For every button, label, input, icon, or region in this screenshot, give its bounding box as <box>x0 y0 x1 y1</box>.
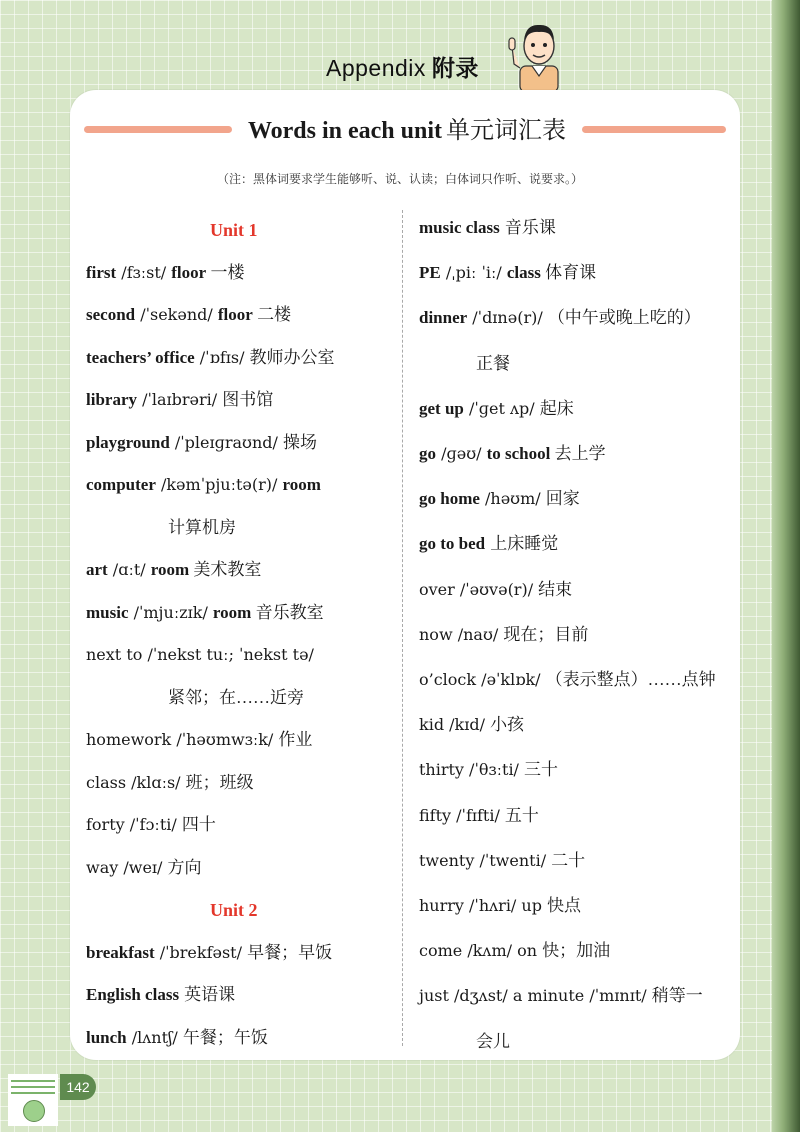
word-bold: room <box>282 475 321 494</box>
word-meaning: 操场 <box>282 432 317 452</box>
word-bold: library <box>86 390 137 409</box>
word-entry <box>86 643 314 667</box>
word-meaning: 稍等一 <box>651 986 703 1006</box>
word-bold: floor <box>217 305 253 324</box>
word-entry <box>419 261 596 285</box>
word-meaning: （中午或晚上吃的） <box>547 308 701 328</box>
page-number: 142 <box>60 1074 96 1100</box>
word-phonetic: over /ˈəʊvə(r)/ <box>419 579 539 599</box>
word-meaning: 早餐；早饭 <box>247 942 333 962</box>
word-entry-continuation <box>168 686 304 710</box>
section-title-cn: 单元词汇表 <box>446 118 567 144</box>
unit-heading: Unit 2 <box>210 900 258 920</box>
word-phonetic: /ɑːt/ <box>107 560 151 579</box>
word-entry-continuation <box>476 1030 510 1054</box>
appendix-header-en: Appendix <box>326 55 426 81</box>
word-bold: teachers’ office <box>86 347 195 367</box>
appendix-header <box>326 50 479 83</box>
word-entry <box>419 216 556 240</box>
word-bold: computer <box>86 475 156 494</box>
word-entry <box>419 713 524 737</box>
word-bold: class <box>506 263 541 283</box>
word-meaning: （表示整点）……点钟 <box>545 670 716 689</box>
word-meaning: 一楼 <box>206 262 245 282</box>
word-bold: go to bed <box>419 534 486 554</box>
word-bold: dinner <box>419 308 468 328</box>
word-meaning: 回家 <box>545 489 580 509</box>
word-bold: to school <box>486 444 551 463</box>
word-meaning: 四十 <box>181 815 216 834</box>
usage-note: （注：黑体词要求学生能够听、说、认读；白体词只作听、说要求。） <box>216 172 583 186</box>
word-phonetic: just /dʒʌst/ a minute /ˈmɪnɪt/ <box>419 986 652 1006</box>
word-entry <box>419 578 572 602</box>
word-bold: go home <box>419 489 480 509</box>
word-meaning: 美术教室 <box>189 560 262 579</box>
word-phonetic: /həʊm/ <box>479 489 546 509</box>
word-entry <box>419 623 588 647</box>
word-bold: first <box>86 262 117 282</box>
word-entry <box>86 1026 268 1050</box>
word-entry-continuation <box>476 352 510 376</box>
word-meaning: 音乐教室 <box>251 602 324 622</box>
word-meaning: 计算机房 <box>168 517 236 537</box>
word-entry <box>419 668 716 692</box>
word-phonetic: /ˈlaɪbrəri/ <box>137 390 223 409</box>
publisher-logo <box>8 1074 58 1126</box>
word-bold: go <box>419 444 436 463</box>
word-entry <box>86 771 254 795</box>
word-bold: breakfast <box>86 942 155 962</box>
section-title-row <box>84 108 726 148</box>
word-phonetic: forty /ˈfɔːti/ <box>86 815 182 834</box>
word-entry <box>419 758 558 782</box>
word-meaning: 图书馆 <box>222 390 274 409</box>
word-meaning: 二楼 <box>252 305 292 324</box>
word-phonetic: fifty /ˈfɪfti/ <box>419 805 505 825</box>
word-meaning: 二十 <box>551 850 586 870</box>
word-meaning: 午餐；午饭 <box>182 1027 268 1047</box>
word-meaning: 紧邻；在……近旁 <box>168 687 304 707</box>
word-meaning: 去上学 <box>550 444 606 463</box>
word-entry <box>419 442 606 466</box>
word-meaning: 起床 <box>539 398 574 418</box>
word-phonetic: /ˈpleɪɡraʊnd/ <box>169 432 283 452</box>
word-phonetic: /ˈɡet ʌp/ <box>463 398 540 418</box>
word-phonetic: now /naʊ/ <box>419 624 504 644</box>
word-phonetic: /ɡəʊ/ <box>436 444 487 463</box>
word-entry <box>86 813 216 837</box>
word-entry <box>419 487 580 511</box>
boy-mascot-icon <box>506 18 572 92</box>
word-entry <box>419 306 701 330</box>
word-meaning: 快点 <box>547 896 582 915</box>
word-phonetic: thirty /ˈθɜːti/ <box>419 760 525 780</box>
word-bold: get up <box>419 398 464 418</box>
word-meaning: 快；加油 <box>542 941 611 961</box>
word-meaning: 作业 <box>278 730 313 749</box>
word-phonetic: /ˌpiː ˈiː/ <box>440 263 507 283</box>
word-phonetic: come /kʌm/ on <box>419 941 543 961</box>
word-entry <box>419 894 581 918</box>
word-entry <box>86 473 321 497</box>
word-entry <box>419 849 585 873</box>
word-bold: PE <box>419 263 441 283</box>
word-meaning: 上床睡觉 <box>490 534 559 554</box>
word-phonetic: way /weɪ/ <box>86 857 168 877</box>
word-phonetic: /fɜːst/ <box>116 262 172 282</box>
word-bold: room <box>150 560 190 579</box>
word-entry <box>419 939 610 963</box>
word-phonetic: homework /ˈhəʊmwɜːk/ <box>86 730 279 749</box>
word-entry <box>86 856 202 880</box>
word-phonetic: /ˈɒfɪs/ <box>194 347 250 367</box>
word-phonetic: /ˈbrekfəst/ <box>154 942 248 962</box>
word-meaning: 小孩 <box>490 715 525 735</box>
word-meaning: 英语课 <box>184 985 236 1004</box>
section-title <box>240 110 574 145</box>
word-meaning: 方向 <box>167 857 202 877</box>
word-phonetic: /lʌntʃ/ <box>126 1027 183 1047</box>
word-entry <box>86 728 312 752</box>
word-phonetic: hurry /ˈhʌri/ up <box>419 896 548 915</box>
word-entry <box>86 601 324 625</box>
word-entry <box>86 388 273 412</box>
word-phonetic: /kəmˈpjuːtə(r)/ <box>155 475 283 494</box>
unit-heading: Unit 1 <box>210 220 258 240</box>
word-meaning: 三十 <box>524 760 559 780</box>
word-phonetic: kid /kɪd/ <box>419 715 491 735</box>
word-phonetic: o’clock /əˈklɒk/ <box>419 670 546 689</box>
word-phonetic: next to /ˈnekst tuː; ˈnekst tə/ <box>86 645 314 664</box>
word-phonetic: /ˈmjuːzɪk/ <box>128 602 213 622</box>
word-meaning: 班；班级 <box>185 772 254 792</box>
word-bold: second <box>86 305 136 324</box>
word-phonetic: twenty /ˈtwenti/ <box>419 850 552 870</box>
word-meaning: 会儿 <box>476 1031 510 1051</box>
title-bar-right <box>582 126 726 133</box>
word-bold: playground <box>86 432 170 452</box>
word-bold: lunch <box>86 1027 127 1047</box>
word-meaning: 教师办公室 <box>249 347 335 367</box>
word-bold: music class <box>419 218 500 237</box>
column-divider <box>402 210 403 1046</box>
word-phonetic: /ˈdɪnə(r)/ <box>467 308 548 328</box>
word-phonetic: class /klɑːs/ <box>86 772 186 792</box>
word-entry <box>419 397 574 421</box>
word-meaning: 正餐 <box>476 353 510 373</box>
word-entry <box>86 983 235 1007</box>
word-bold: English class <box>86 985 180 1004</box>
appendix-header-cn: 附录 <box>431 55 479 81</box>
word-entry <box>419 804 539 828</box>
word-entry <box>86 431 317 455</box>
word-phonetic: /ˈsekənd/ <box>135 305 218 324</box>
word-entry <box>86 261 244 285</box>
word-entry <box>86 346 335 370</box>
word-meaning: 结束 <box>538 579 573 599</box>
word-entry <box>419 984 703 1008</box>
word-meaning: 音乐课 <box>504 218 556 237</box>
word-entry <box>86 941 332 965</box>
word-bold: music <box>86 602 129 622</box>
title-bar-left <box>84 126 232 133</box>
word-entry-continuation <box>168 516 236 540</box>
word-meaning: 体育课 <box>540 263 597 283</box>
word-entry <box>86 303 291 327</box>
word-entry <box>86 558 261 582</box>
section-title-en: Words in each unit <box>247 118 443 144</box>
word-meaning: 现在；目前 <box>503 624 589 644</box>
word-bold: floor <box>171 262 207 282</box>
word-meaning: 五十 <box>504 805 539 825</box>
word-bold: art <box>86 560 108 579</box>
word-bold: room <box>212 602 252 622</box>
word-entry <box>419 532 558 556</box>
